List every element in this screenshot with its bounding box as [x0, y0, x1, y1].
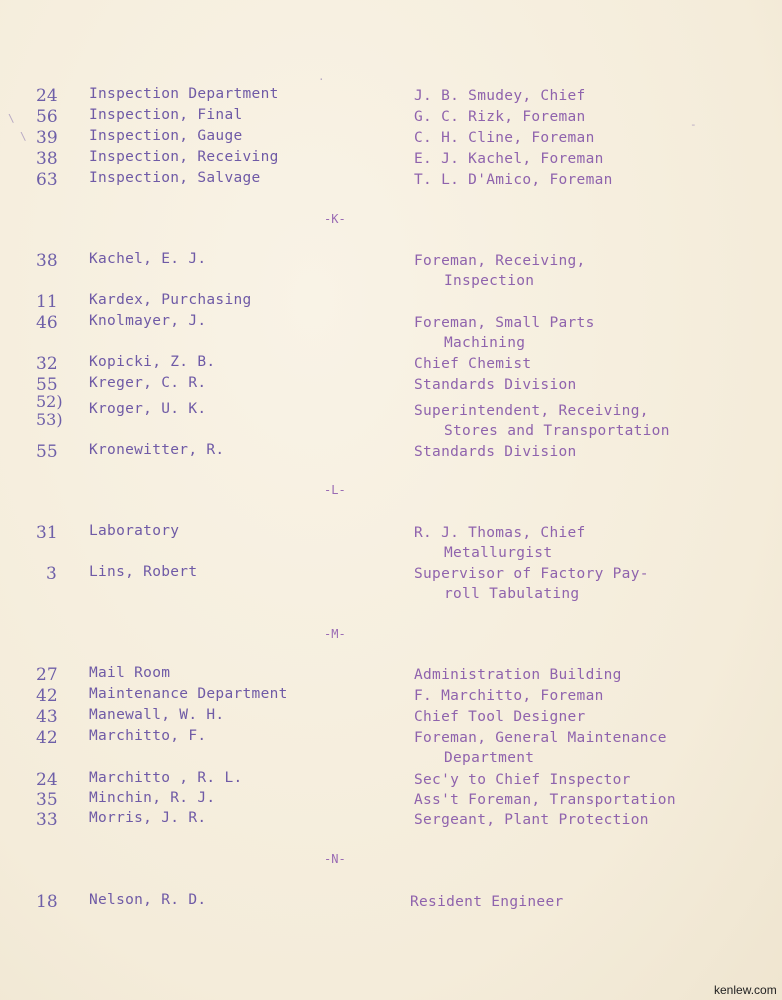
entry-detail: E. J. Kachel, Foreman — [414, 151, 604, 167]
extension-number: 43 — [36, 707, 58, 727]
entry-detail: Ass't Foreman, Transportation — [414, 792, 676, 808]
extension-number: 27 — [36, 665, 58, 685]
entry-name: Nelson, R. D. — [89, 892, 207, 908]
entry-detail: G. C. Rizk, Foreman — [414, 109, 586, 125]
entry-detail: C. H. Cline, Foreman — [414, 130, 595, 146]
extension-number: 11 — [36, 292, 58, 312]
entry-detail: Supervisor of Factory Pay- roll Tabulating — [414, 566, 649, 602]
entry-detail: T. L. D'Amico, Foreman — [414, 172, 613, 188]
stray-mark: \ — [20, 130, 27, 143]
extension-number: 38 — [36, 149, 58, 169]
site-credit: kenlew.com — [714, 983, 777, 997]
extension-number: 42 — [36, 686, 58, 706]
document-page: 24 Inspection Department J. B. Smudey, Chief 56 Inspection, Final G. C. Rizk, Foreman 39 Inspection, Gauge C. H. Cline, Foreman 38 Inspection, Receiving E. J. Kachel, Foreman 63 Inspection, Salvage T. L. D'Amico, Foreman -K- 38 Kachel, E. J. Foreman, Receiving, Inspection 11 Kardex, Purchasing 46 Knolmayer, J. Foreman, Small Parts Machining 32 Kopicki, Z. B. Chief Chemist 55 Kreger, C. R. Standards Division 52) 53) Kroger, U. K. Superintendent, Receiving, Stores and Transportation 55 Kronewitter, R. Standards Division -L- 31 Laboratory R. J. Thomas, Chief Metallurgist 3 Lins, Robert Supervisor of Factory Pay- roll Tabulating -M- 27 Mail Room Administration Building 42 Maintenance Department F. Marchitto, Foreman 43 Manewall, W. H. Chief Tool Designer 42 Marchitto, F. Foreman, General Maintenance Department 24 Marchitto , R. L. Sec'y to Chief Inspector 35 Minchin, R. J. Ass't Foreman, Transportation 33 Morris, J. R. Sergeant, Plant Protection -N- 18 Nelson, R. D. Resident Engineer \ \ - . kenlew.com — [0, 0, 782, 1000]
extension-number: 35 — [36, 790, 58, 810]
entry-name: Morris, J. R. — [89, 810, 207, 826]
entry-name: Minchin, R. J. — [89, 790, 216, 806]
entry-name: Laboratory — [89, 523, 180, 539]
extension-number: 18 — [36, 892, 58, 912]
entry-name: Kachel, E. J. — [89, 251, 207, 267]
entry-detail: F. Marchitto, Foreman — [414, 688, 604, 704]
extension-number: 42 — [36, 728, 58, 748]
extension-number: 52) 53) — [36, 392, 63, 429]
entry-detail: Chief Tool Designer — [414, 709, 586, 725]
extension-number: 38 — [36, 251, 58, 271]
entry-detail: Foreman, Receiving, Inspection — [414, 253, 586, 289]
entry-detail: Superintendent, Receiving, Stores and Transportation — [414, 403, 670, 439]
stray-mark: - — [690, 118, 697, 131]
entry-name: Kardex, Purchasing — [89, 292, 252, 308]
extension-number: 24 — [36, 86, 58, 106]
entry-detail: J. B. Smudey, Chief — [414, 88, 586, 104]
extension-number: 31 — [36, 523, 58, 543]
entry-detail: Sec'y to Chief Inspector — [414, 772, 631, 788]
entry-name: Knolmayer, J. — [89, 313, 207, 329]
entry-name: Marchitto, F. — [89, 728, 207, 744]
entry-detail: Standards Division — [414, 377, 577, 393]
extension-number: 56 — [36, 107, 58, 127]
extension-number: 55 — [36, 375, 58, 395]
entry-detail: Chief Chemist — [414, 356, 532, 372]
entry-name: Mail Room — [89, 665, 171, 681]
extension-number: 55 — [36, 442, 58, 462]
extension-number: 46 — [36, 313, 58, 333]
entry-detail: Sergeant, Plant Protection — [414, 812, 649, 828]
entry-name: Lins, Robert — [89, 564, 198, 580]
extension-number: 39 — [36, 128, 58, 148]
entry-name: Kreger, C. R. — [89, 375, 207, 391]
stray-mark: . — [318, 70, 325, 83]
entry-detail: Foreman, Small Parts Machining — [414, 315, 595, 351]
entry-name: Inspection, Final — [89, 107, 243, 123]
entry-detail: Resident Engineer — [410, 894, 564, 910]
stray-mark: \ — [8, 112, 15, 125]
entry-name: Kopicki, Z. B. — [89, 354, 216, 370]
entry-name: Kroger, U. K. — [89, 401, 207, 417]
extension-number: 63 — [36, 170, 58, 190]
extension-number: 3 — [46, 564, 57, 584]
entry-detail: Administration Building — [414, 667, 622, 683]
entry-name: Inspection, Gauge — [89, 128, 243, 144]
entry-name: Maintenance Department — [89, 686, 288, 702]
extension-number: 24 — [36, 770, 58, 790]
entry-detail: R. J. Thomas, Chief Metallurgist — [414, 525, 586, 561]
entry-name: Inspection, Receiving — [89, 149, 279, 165]
entry-detail: Standards Division — [414, 444, 577, 460]
entry-name: Inspection Department — [89, 86, 279, 102]
entry-name: Marchitto , R. L. — [89, 770, 243, 786]
entry-detail: Foreman, General Maintenance Department — [414, 730, 667, 766]
entry-name: Inspection, Salvage — [89, 170, 261, 186]
extension-number: 33 — [36, 810, 58, 830]
entry-name: Kronewitter, R. — [89, 442, 225, 458]
entry-name: Manewall, W. H. — [89, 707, 225, 723]
extension-number: 32 — [36, 354, 58, 374]
